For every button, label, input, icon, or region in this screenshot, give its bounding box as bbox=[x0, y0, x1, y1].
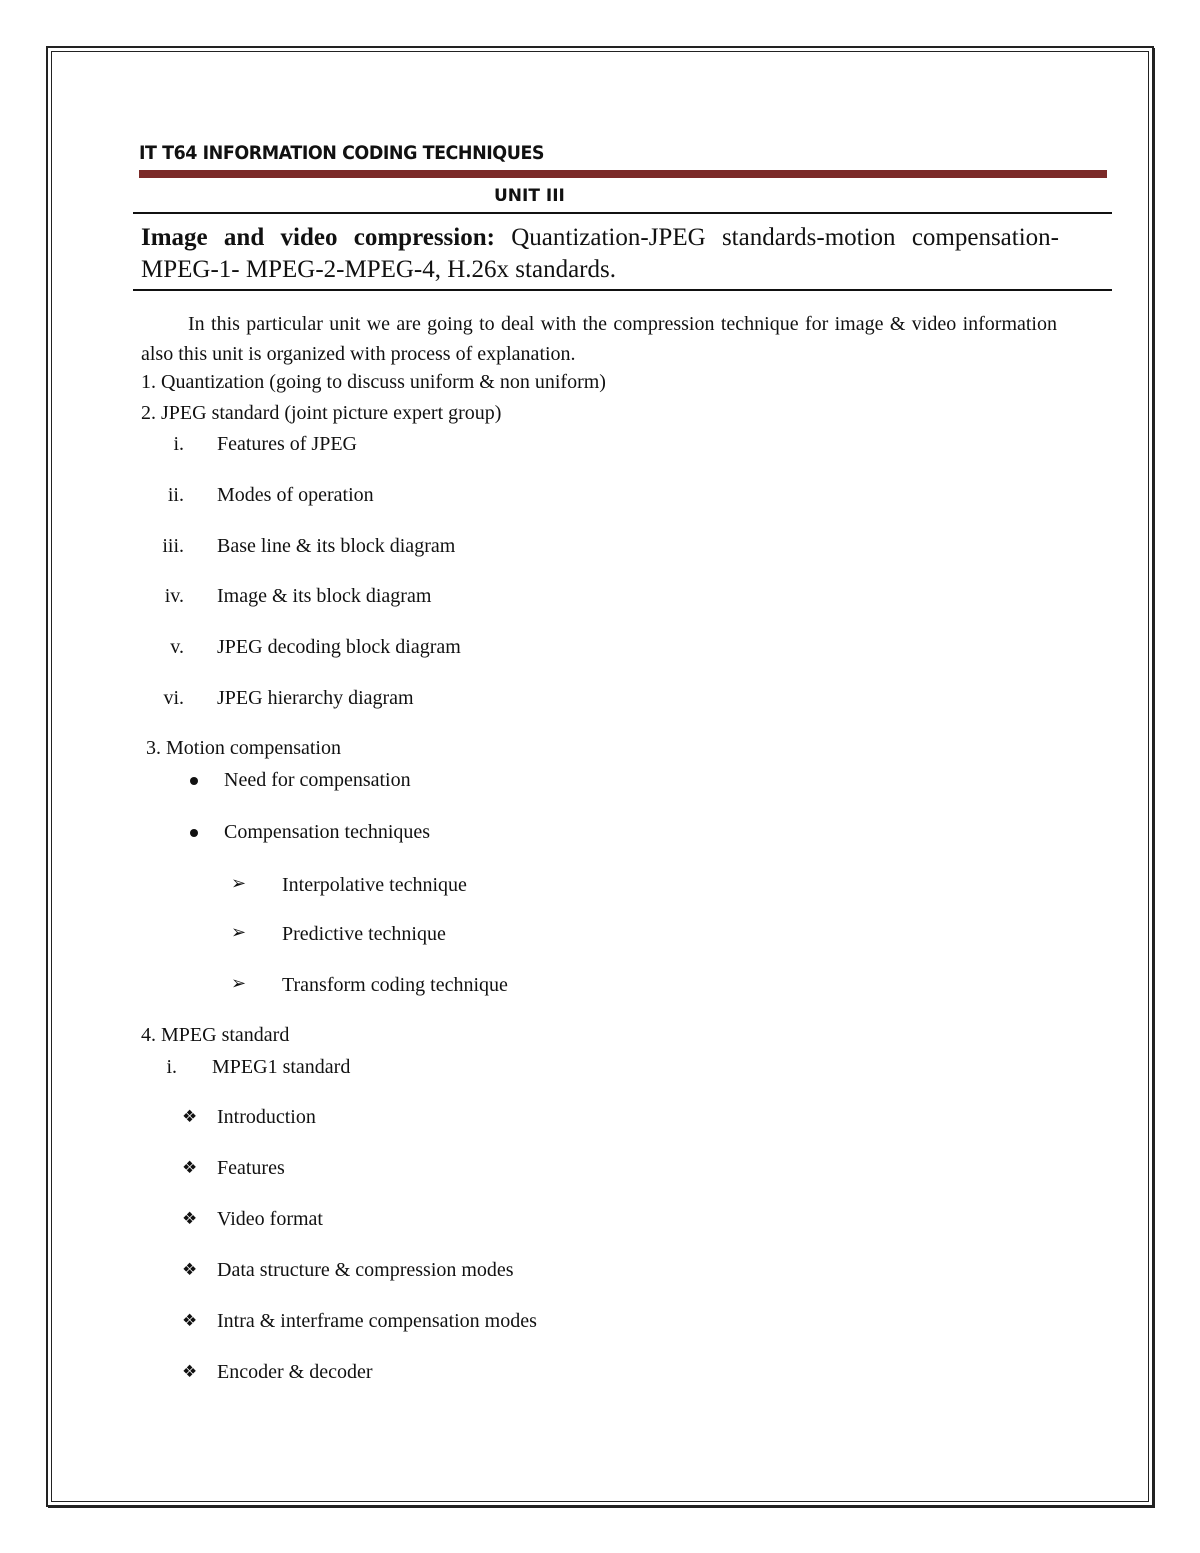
list-number: v. bbox=[170, 636, 184, 658]
section-heading: 2. JPEG standard (joint picture expert group) bbox=[141, 402, 502, 424]
list-item: Transform coding technique bbox=[282, 974, 508, 996]
list-item: Features of JPEG bbox=[217, 433, 357, 455]
list-number: iv. bbox=[164, 585, 184, 607]
bullet-icon bbox=[190, 777, 198, 785]
list-item: Modes of operation bbox=[217, 484, 374, 506]
list-item: Features bbox=[217, 1157, 285, 1179]
list-number: i. bbox=[173, 433, 184, 455]
page-border-shadow bbox=[1152, 48, 1155, 1508]
page-border-shadow bbox=[48, 1505, 1155, 1508]
diamond-bullet-icon: ❖ bbox=[182, 1107, 198, 1127]
divider bbox=[133, 212, 1112, 214]
course-title: IT T64 INFORMATION CODING TECHNIQUES bbox=[139, 142, 545, 164]
arrow-bullet-icon: ➢ bbox=[231, 922, 247, 943]
list-item: Encoder & decoder bbox=[217, 1361, 373, 1383]
section-heading: 3. Motion compensation bbox=[146, 737, 341, 759]
diamond-bullet-icon: ❖ bbox=[182, 1362, 198, 1382]
list-item: Data structure & compression modes bbox=[217, 1259, 514, 1281]
divider bbox=[133, 289, 1112, 291]
list-item: Predictive technique bbox=[282, 923, 446, 945]
section-heading: 4. MPEG standard bbox=[141, 1024, 290, 1046]
list-item: Need for compensation bbox=[224, 769, 411, 791]
bullet-icon bbox=[190, 829, 198, 837]
intro-paragraph: In this particular unit we are going to deal with the compression technique for image & video information also this unit is organized with process of explanation. bbox=[141, 313, 1057, 365]
list-number: vi. bbox=[163, 687, 184, 709]
list-number: ii. bbox=[167, 484, 184, 506]
list-number: i. bbox=[166, 1056, 177, 1078]
list-item: Interpolative technique bbox=[282, 874, 467, 896]
topic-line bbox=[141, 222, 1059, 286]
list-item: Image & its block diagram bbox=[217, 585, 432, 607]
list-item: Video format bbox=[217, 1208, 323, 1230]
list-item: Base line & its block diagram bbox=[217, 535, 456, 557]
list-number: iii. bbox=[162, 535, 184, 557]
topic-list: Quantization-JPEG standards-motion compensation-MPEG-1- MPEG-2-MPEG-4, H.26x standards. bbox=[141, 224, 1059, 283]
list-item: Compensation techniques bbox=[224, 821, 431, 843]
header-rule bbox=[139, 170, 1107, 178]
topic-heading: Image and video compression: bbox=[141, 224, 495, 251]
diamond-bullet-icon: ❖ bbox=[182, 1158, 198, 1178]
diamond-bullet-icon: ❖ bbox=[182, 1209, 198, 1229]
section-heading: 1. Quantization (going to discuss uniform & non uniform) bbox=[141, 371, 606, 393]
list-item: MPEG1 standard bbox=[212, 1056, 351, 1078]
arrow-bullet-icon: ➢ bbox=[231, 973, 247, 994]
unit-title: UNIT III bbox=[494, 186, 565, 206]
list-item: Intra & interframe compensation modes bbox=[217, 1310, 537, 1332]
diamond-bullet-icon: ❖ bbox=[182, 1311, 198, 1331]
diamond-bullet-icon: ❖ bbox=[182, 1260, 198, 1280]
list-item: Introduction bbox=[217, 1106, 316, 1128]
arrow-bullet-icon: ➢ bbox=[231, 873, 247, 894]
list-item: JPEG hierarchy diagram bbox=[217, 687, 414, 709]
list-item: JPEG decoding block diagram bbox=[217, 636, 461, 658]
